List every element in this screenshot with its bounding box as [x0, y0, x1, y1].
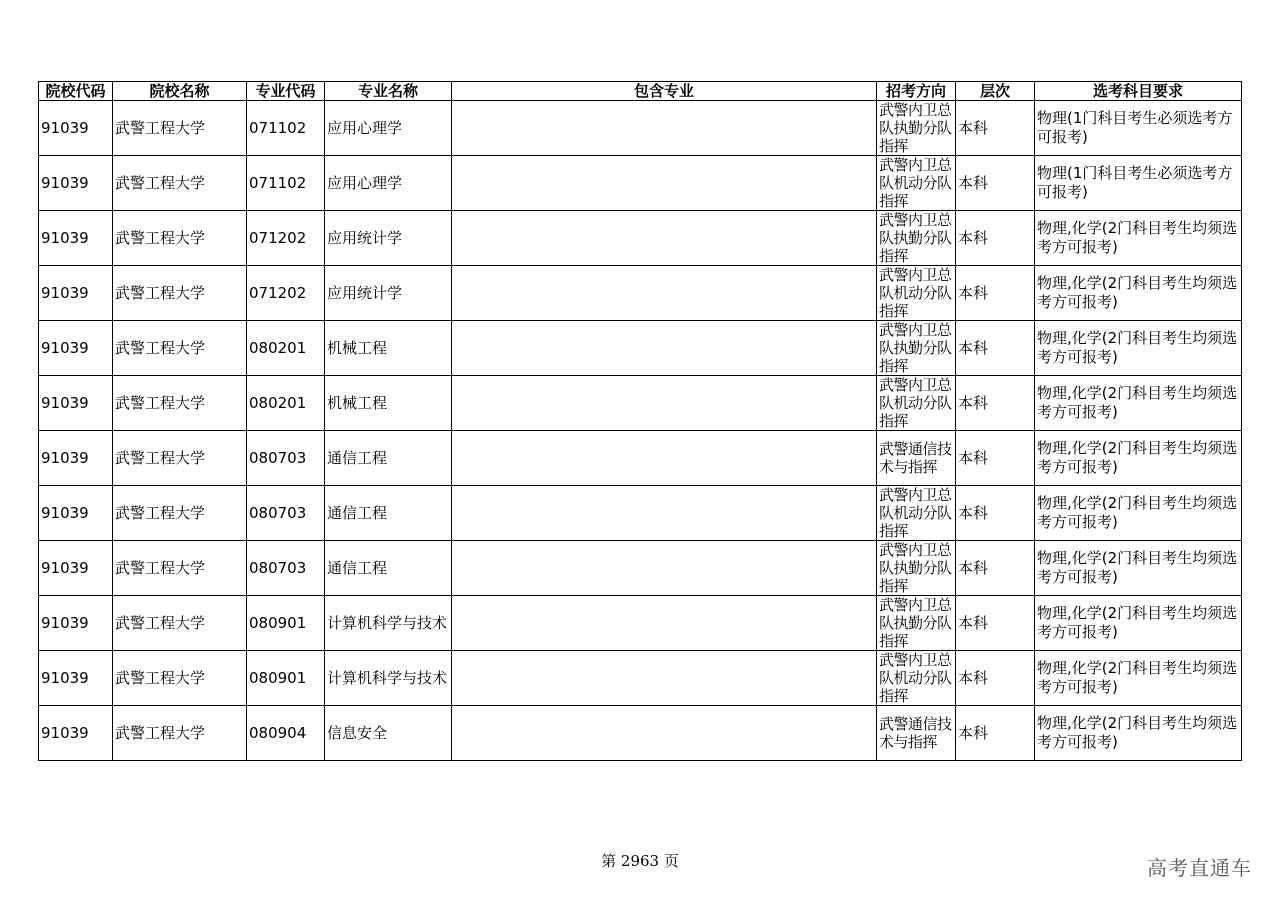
table-row [39, 101, 1242, 156]
cell-included [452, 156, 877, 211]
cell-major-name: 应用统计学 [325, 211, 452, 266]
cell-school-name: 武警工程大学 [113, 596, 247, 651]
cell-major-name: 通信工程 [325, 486, 452, 541]
col-header-major-name: 专业名称 [325, 82, 452, 101]
cell-requirement: 物理,化学(2门科目考生均须选考方可报考) [1035, 651, 1242, 706]
table-row [39, 651, 1242, 706]
cell-school-code: 91039 [39, 376, 113, 431]
cell-level: 本科 [956, 376, 1035, 431]
col-header-major-code: 专业代码 [247, 82, 325, 101]
cell-included [452, 211, 877, 266]
cell-school-code: 91039 [39, 211, 113, 266]
cell-requirement: 物理,化学(2门科目考生均须选考方可报考) [1035, 266, 1242, 321]
cell-requirement: 物理,化学(2门科目考生均须选考方可报考) [1035, 486, 1242, 541]
col-header-requirement: 选考科目要求 [1035, 82, 1242, 101]
cell-requirement: 物理(1门科目考生必须选考方可报考) [1035, 156, 1242, 211]
table-row [39, 431, 1242, 486]
cell-direction: 武警内卫总队机动分队指挥 [877, 376, 956, 431]
cell-major-name: 计算机科学与技术 [325, 596, 452, 651]
cell-major-name: 机械工程 [325, 376, 452, 431]
cell-direction: 武警内卫总队执勤分队指挥 [877, 101, 956, 156]
cell-school-code: 91039 [39, 541, 113, 596]
cell-major-code: 071202 [247, 266, 325, 321]
cell-major-name: 应用统计学 [325, 266, 452, 321]
cell-major-code: 071202 [247, 211, 325, 266]
table-row [39, 706, 1242, 761]
cell-included [452, 101, 877, 156]
cell-major-name: 通信工程 [325, 541, 452, 596]
cell-direction: 武警内卫总队执勤分队指挥 [877, 541, 956, 596]
cell-direction: 武警通信技术与指挥 [877, 431, 956, 486]
cell-major-name: 机械工程 [325, 321, 452, 376]
table-row [39, 211, 1242, 266]
cell-level: 本科 [956, 596, 1035, 651]
cell-requirement: 物理,化学(2门科目考生均须选考方可报考) [1035, 211, 1242, 266]
cell-included [452, 321, 877, 376]
cell-school-name: 武警工程大学 [113, 376, 247, 431]
cell-requirement: 物理,化学(2门科目考生均须选考方可报考) [1035, 431, 1242, 486]
cell-included [452, 431, 877, 486]
cell-school-name: 武警工程大学 [113, 156, 247, 211]
cell-direction: 武警内卫总队机动分队指挥 [877, 486, 956, 541]
col-header-level: 层次 [956, 82, 1035, 101]
table-row [39, 321, 1242, 376]
admissions-table [38, 81, 1242, 761]
cell-included [452, 706, 877, 761]
cell-major-code: 080901 [247, 596, 325, 651]
cell-included [452, 596, 877, 651]
watermark: 高考直通车 [1147, 856, 1252, 880]
cell-requirement: 物理(1门科目考生必须选考方可报考) [1035, 101, 1242, 156]
cell-school-code: 91039 [39, 321, 113, 376]
col-header-direction: 招考方向 [877, 82, 956, 101]
cell-requirement: 物理,化学(2门科目考生均须选考方可报考) [1035, 376, 1242, 431]
cell-requirement: 物理,化学(2门科目考生均须选考方可报考) [1035, 706, 1242, 761]
cell-included [452, 541, 877, 596]
cell-requirement: 物理,化学(2门科目考生均须选考方可报考) [1035, 596, 1242, 651]
cell-major-code: 080901 [247, 651, 325, 706]
cell-direction: 武警内卫总队执勤分队指挥 [877, 211, 956, 266]
col-header-school-code: 院校代码 [39, 82, 113, 101]
cell-included [452, 266, 877, 321]
cell-school-code: 91039 [39, 156, 113, 211]
table-body [39, 101, 1242, 761]
cell-major-code: 080703 [247, 541, 325, 596]
cell-school-name: 武警工程大学 [113, 211, 247, 266]
cell-school-name: 武警工程大学 [113, 266, 247, 321]
cell-major-code: 071102 [247, 101, 325, 156]
cell-school-code: 91039 [39, 596, 113, 651]
table-row [39, 376, 1242, 431]
cell-direction: 武警内卫总队执勤分队指挥 [877, 321, 956, 376]
cell-level: 本科 [956, 211, 1035, 266]
cell-requirement: 物理,化学(2门科目考生均须选考方可报考) [1035, 321, 1242, 376]
col-header-included: 包含专业 [452, 82, 877, 101]
cell-level: 本科 [956, 266, 1035, 321]
cell-major-name: 计算机科学与技术 [325, 651, 452, 706]
cell-major-code: 080201 [247, 321, 325, 376]
cell-major-code: 071102 [247, 156, 325, 211]
cell-school-name: 武警工程大学 [113, 101, 247, 156]
cell-school-name: 武警工程大学 [113, 321, 247, 376]
cell-direction: 武警通信技术与指挥 [877, 706, 956, 761]
cell-school-name: 武警工程大学 [113, 541, 247, 596]
cell-level: 本科 [956, 486, 1035, 541]
cell-major-name: 信息安全 [325, 706, 452, 761]
cell-school-code: 91039 [39, 101, 113, 156]
cell-major-code: 080703 [247, 431, 325, 486]
cell-included [452, 376, 877, 431]
cell-direction: 武警内卫总队机动分队指挥 [877, 651, 956, 706]
cell-school-code: 91039 [39, 431, 113, 486]
cell-school-code: 91039 [39, 486, 113, 541]
cell-level: 本科 [956, 706, 1035, 761]
cell-school-name: 武警工程大学 [113, 486, 247, 541]
cell-level: 本科 [956, 321, 1035, 376]
table-row [39, 541, 1242, 596]
page-number: 第 2963 页 [601, 852, 679, 870]
cell-level: 本科 [956, 156, 1035, 211]
cell-major-code: 080904 [247, 706, 325, 761]
cell-included [452, 651, 877, 706]
cell-major-name: 应用心理学 [325, 156, 452, 211]
col-header-school-name: 院校名称 [113, 82, 247, 101]
cell-level: 本科 [956, 101, 1035, 156]
cell-major-name: 通信工程 [325, 431, 452, 486]
cell-level: 本科 [956, 431, 1035, 486]
cell-requirement: 物理,化学(2门科目考生均须选考方可报考) [1035, 541, 1242, 596]
table-row [39, 596, 1242, 651]
cell-major-name: 应用心理学 [325, 101, 452, 156]
table-row [39, 486, 1242, 541]
table-row [39, 266, 1242, 321]
cell-direction: 武警内卫总队机动分队指挥 [877, 266, 956, 321]
cell-included [452, 486, 877, 541]
cell-direction: 武警内卫总队执勤分队指挥 [877, 596, 956, 651]
cell-direction: 武警内卫总队机动分队指挥 [877, 156, 956, 211]
cell-level: 本科 [956, 541, 1035, 596]
cell-major-code: 080703 [247, 486, 325, 541]
cell-major-code: 080201 [247, 376, 325, 431]
cell-level: 本科 [956, 651, 1035, 706]
cell-school-name: 武警工程大学 [113, 651, 247, 706]
table-row [39, 156, 1242, 211]
cell-school-name: 武警工程大学 [113, 431, 247, 486]
cell-school-code: 91039 [39, 266, 113, 321]
cell-school-code: 91039 [39, 651, 113, 706]
cell-school-code: 91039 [39, 706, 113, 761]
cell-school-name: 武警工程大学 [113, 706, 247, 761]
table-header-row [39, 82, 1242, 101]
